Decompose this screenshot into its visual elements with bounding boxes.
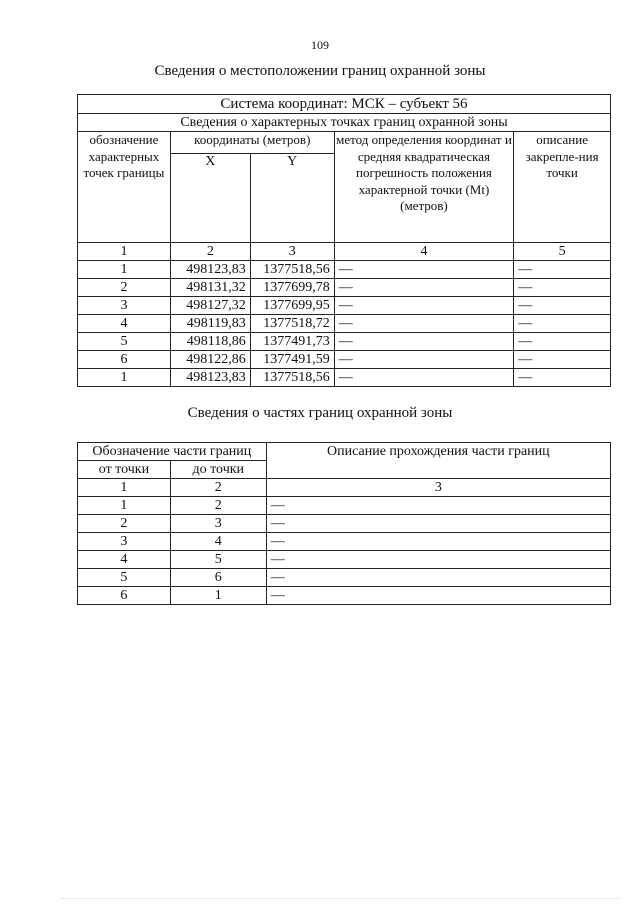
to-cell: 4 (170, 533, 266, 551)
point-cell: 4 (78, 315, 171, 333)
boundary-points-table (77, 94, 611, 387)
column-number: 1 (78, 243, 171, 261)
section-heading-location: Сведения о местоположении границ охранной зоны (154, 63, 486, 79)
passage-cell: — (266, 551, 610, 569)
column-number: 2 (170, 479, 266, 497)
x-cell: 498118,86 (170, 333, 250, 351)
from-cell: 4 (78, 551, 171, 569)
from-cell: 2 (78, 515, 171, 533)
to-cell: 5 (170, 551, 266, 569)
table-row (78, 497, 611, 515)
table-row (78, 515, 611, 533)
table-row (78, 551, 611, 569)
header-passage-description: Описание прохождения части границ (266, 443, 610, 479)
to-cell: 1 (170, 587, 266, 605)
table-row (78, 261, 611, 279)
from-cell: 6 (78, 587, 171, 605)
section-heading-parts: Сведения о частях границ охранной зоны (187, 405, 453, 421)
header-part-designation: Обозначение части границ (78, 443, 267, 461)
table-row (78, 533, 611, 551)
passage-cell: — (266, 497, 610, 515)
table-row (78, 333, 611, 351)
header-point-designation: обозначение характерных точек границы (78, 132, 171, 243)
description-cell: — (514, 333, 611, 351)
description-cell: — (514, 351, 611, 369)
header-y: Y (250, 153, 334, 242)
passage-cell: — (266, 515, 610, 533)
column-number: 1 (78, 479, 171, 497)
point-cell: 1 (78, 369, 171, 387)
y-cell: 1377518,56 (250, 369, 334, 387)
column-number-row (78, 243, 611, 261)
header-to-point: до точки (170, 461, 266, 479)
y-cell: 1377491,59 (250, 351, 334, 369)
coord-system-cell: Система координат: МСК – субъект 56 (78, 95, 611, 114)
x-cell: 498119,83 (170, 315, 250, 333)
y-cell: 1377518,72 (250, 315, 334, 333)
description-cell: — (514, 315, 611, 333)
point-cell: 6 (78, 351, 171, 369)
table-row (78, 369, 611, 387)
header-description: описание закрепле-ния точки (514, 132, 611, 243)
x-cell: 498127,32 (170, 297, 250, 315)
table-row (78, 587, 611, 605)
to-cell: 6 (170, 569, 266, 587)
description-cell: — (514, 297, 611, 315)
table-subtitle-cell: Сведения о характерных точках границ охранной зоны (78, 114, 611, 132)
page-number: 109 (311, 38, 329, 52)
point-cell: 2 (78, 279, 171, 297)
method-cell: — (334, 297, 513, 315)
table-row (78, 569, 611, 587)
table-row (78, 351, 611, 369)
to-cell: 3 (170, 515, 266, 533)
point-cell: 5 (78, 333, 171, 351)
boundary-parts-table (77, 442, 611, 605)
y-cell: 1377518,56 (250, 261, 334, 279)
to-cell: 2 (170, 497, 266, 515)
method-cell: — (334, 279, 513, 297)
header-coordinates: координаты (метров) (170, 132, 334, 154)
column-number: 3 (266, 479, 610, 497)
column-number: 4 (334, 243, 513, 261)
x-cell: 498123,83 (170, 261, 250, 279)
description-cell: — (514, 369, 611, 387)
x-cell: 498122,86 (170, 351, 250, 369)
description-cell: — (514, 261, 611, 279)
column-number: 5 (514, 243, 611, 261)
passage-cell: — (266, 569, 610, 587)
y-cell: 1377699,78 (250, 279, 334, 297)
scan-artifact-divider (60, 894, 620, 899)
passage-cell: — (266, 533, 610, 551)
passage-cell: — (266, 587, 610, 605)
header-from-point: от точки (78, 461, 171, 479)
from-cell: 5 (78, 569, 171, 587)
header-method: метод определения координат и средняя квадратическая погрешность положения характерной точки (Mt) (метров) (334, 132, 513, 243)
table-row (78, 297, 611, 315)
table-row (78, 315, 611, 333)
column-number: 3 (250, 243, 334, 261)
y-cell: 1377491,73 (250, 333, 334, 351)
method-cell: — (334, 369, 513, 387)
method-cell: — (334, 333, 513, 351)
from-cell: 3 (78, 533, 171, 551)
x-cell: 498123,83 (170, 369, 250, 387)
method-cell: — (334, 351, 513, 369)
header-x: X (170, 153, 250, 242)
y-cell: 1377699,95 (250, 297, 334, 315)
method-cell: — (334, 315, 513, 333)
description-cell: — (514, 279, 611, 297)
from-cell: 1 (78, 497, 171, 515)
method-cell: — (334, 261, 513, 279)
point-cell: 3 (78, 297, 171, 315)
x-cell: 498131,32 (170, 279, 250, 297)
point-cell: 1 (78, 261, 171, 279)
column-number: 2 (170, 243, 250, 261)
column-number-row (78, 479, 611, 497)
table-row (78, 279, 611, 297)
